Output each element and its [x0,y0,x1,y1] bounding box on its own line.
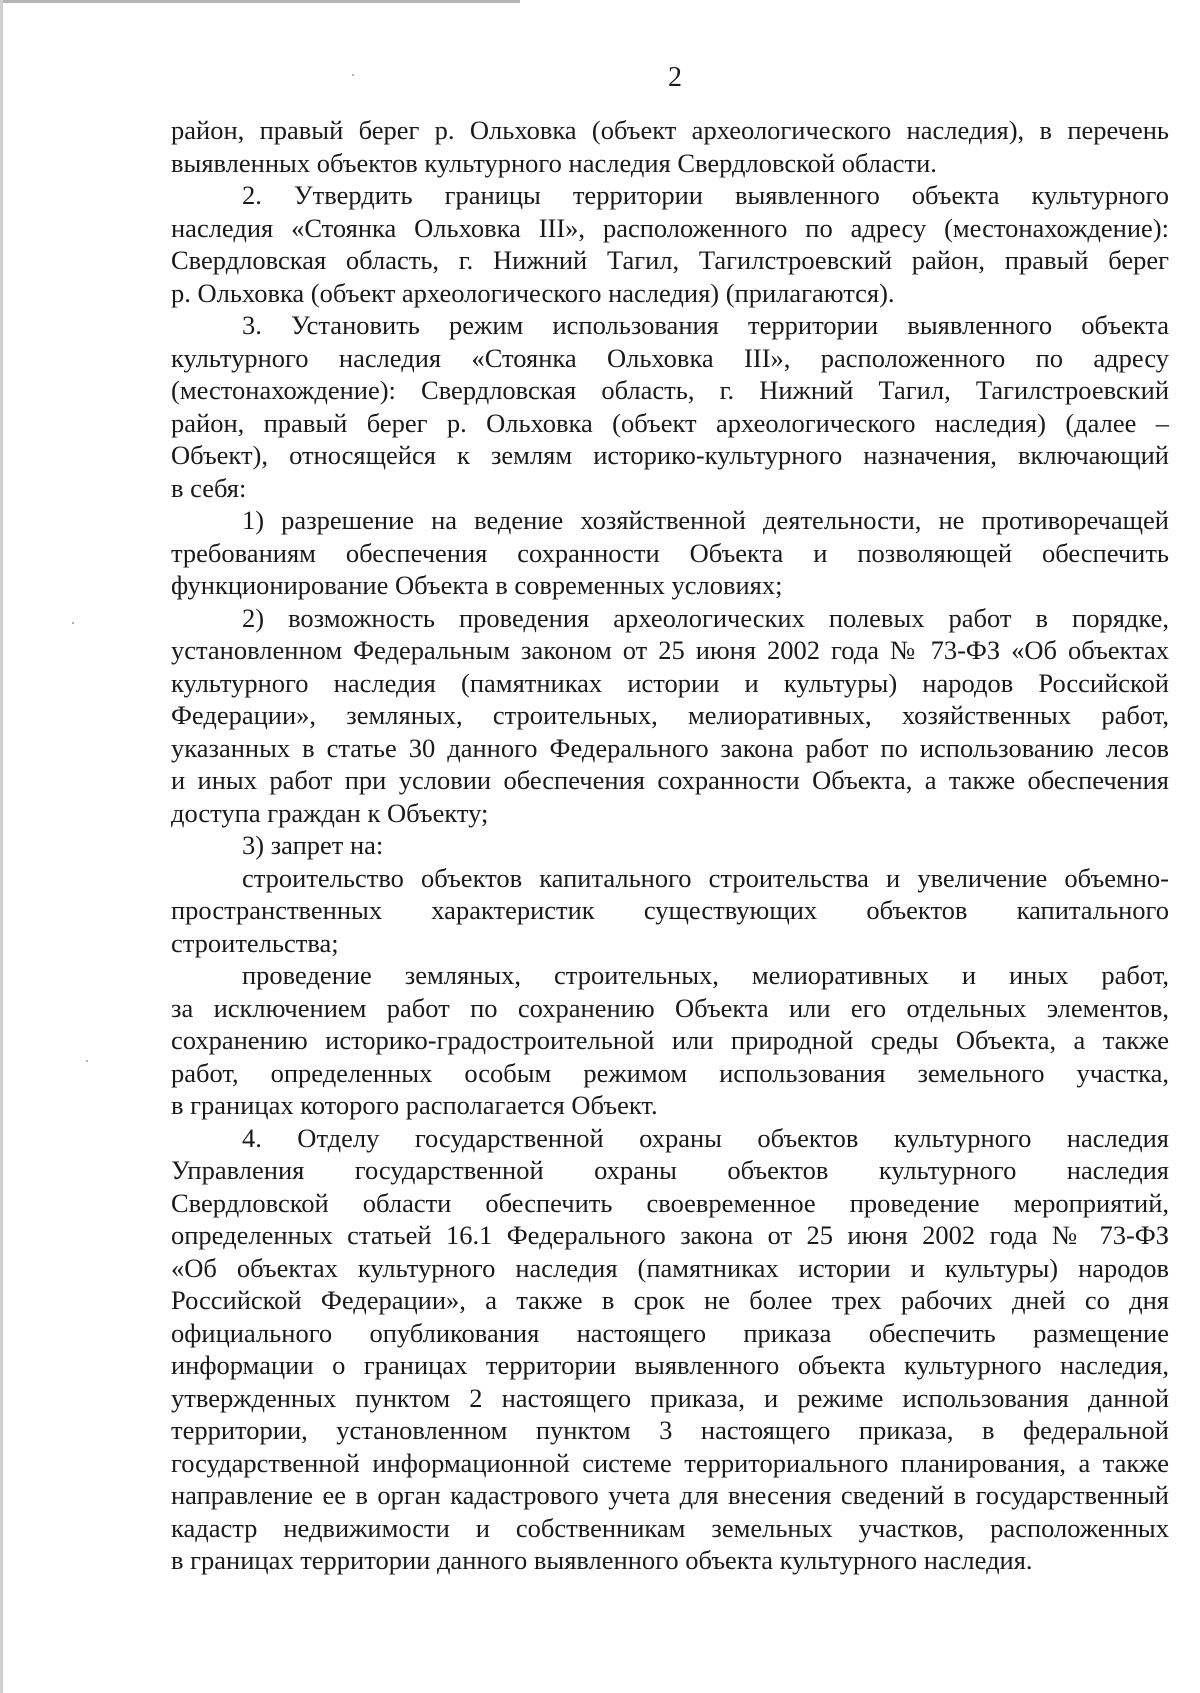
text-line: культурного наследия (памятниках истории и культуры) народов Российской [171,667,1169,698]
text-line: наследия «Стоянка Ольховка III», расположенного по адресу (местонахождение): [171,212,1169,243]
document-body [171,114,1169,1577]
text-line: направление ее в орган кадастрового учета для внесения сведений в государственный [171,1480,1169,1510]
scan-edge-left [0,0,3,1693]
text-line: район, правый берег р. Ольховка (объект археологического наследия) (далее – [171,407,1169,438]
text-line: строительство объектов капитального строительства и увеличение объемно- [242,862,1169,893]
text-line: «Об объектах культурного наследия (памятниках истории и культуры) народов [171,1252,1169,1283]
text-line: Свердловская область, г. Нижний Тагил, Тагилстроевский район, правый берег [171,245,1169,275]
scan-speck [352,74,354,76]
text-line: 4. Отделу государственной охраны объектов культурного наследия [242,1122,1169,1153]
text-line: определенных статьей 16.1 Федерального закона от 25 июня 2002 года № 73-ФЗ [171,1220,1169,1250]
text-line: информации о границах территории выявленного объекта культурного наследия, [171,1350,1169,1380]
text-line: (местонахождение): Свердловская область, г. Нижний Тагил, Тагилстроевский [171,375,1169,405]
text-line: район, правый берег р. Ольховка (объект археологического наследия), в перечень [171,115,1169,145]
text-line: территории, установленном пунктом 3 настоящего приказа, в федеральной [171,1415,1169,1445]
text-line: доступа граждан к Объекту; [171,797,489,828]
scan-speck [72,622,74,624]
text-line: сохранению историко-градостроительной или природной среды Объекта, а также [171,1025,1169,1055]
text-line: в границах которого располагается Объект. [171,1090,658,1120]
text-line: в границах территории данного выявленного объекта культурного наследия. [171,1545,1033,1575]
text-line: и иных работ при условии обеспечения сохранности Объекта, а также обеспечения [171,765,1169,795]
text-line: в себя: [171,472,247,503]
text-line: официального опубликования настоящего приказа обеспечить размещение [171,1317,1169,1348]
text-line: Управления государственной охраны объектов культурного наследия [171,1155,1169,1185]
text-line: требованиям обеспечения сохранности Объекта и позволяющей обеспечить [171,537,1169,568]
text-line: выявленных объектов культурного наследия Свердловской области. [171,147,937,178]
text-line: утвержденных пунктом 2 настоящего приказа, и режиме использования данной [171,1382,1169,1413]
text-line: за исключением работ по сохранению Объекта или его отдельных элементов, [171,992,1169,1023]
text-line: Федерации», земляных, строительных, мелиоративных, хозяйственных работ, [171,700,1169,730]
text-line: установленном Федеральным законом от 25 июня 2002 года № 73-ФЗ «Об объектах [171,635,1169,665]
text-line: Свердловской области обеспечить своевременное проведение мероприятий, [171,1187,1169,1218]
text-line: 1) разрешение на ведение хозяйственной деятельности, не противоречащей [242,505,1169,535]
text-line: 2. Утвердить границы территории выявленного объекта культурного [242,180,1169,210]
text-line: строительства; [171,927,339,958]
text-line: 2) возможность проведения археологических полевых работ в порядке, [242,602,1169,633]
text-line: Российской Федерации», а также в срок не более трех рабочих дней со дня [171,1285,1169,1315]
text-line: указанных в статье 30 данного Федерального закона работ по использованию лесов [171,732,1169,763]
text-line: 3) запрет на: [242,830,384,860]
scan-speck [86,1060,88,1062]
text-line: 3. Установить режим использования территории выявленного объекта [242,310,1169,340]
text-line: Объект), относящейся к землям историко-культурного назначения, включающий [171,440,1169,470]
page-number: 2 [668,62,682,93]
text-line: проведение земляных, строительных, мелиоративных и иных работ, [242,960,1169,990]
text-line: работ, определенных особым режимом использования земельного участка, [171,1057,1169,1088]
text-line: пространственных характеристик существующих объектов капитального [171,895,1169,925]
text-line: функционирование Объекта в современных условиях; [171,570,783,600]
text-line: р. Ольховка (объект археологического наследия) (прилагаются). [171,277,895,308]
text-line: государственной информационной системе территориального планирования, а также [171,1447,1169,1478]
text-line: культурного наследия «Стоянка Ольховка III», расположенного по адресу [171,342,1169,373]
text-line: кадастр недвижимости и собственникам земельных участков, расположенных [171,1512,1169,1543]
scan-edge-top [0,0,520,3]
